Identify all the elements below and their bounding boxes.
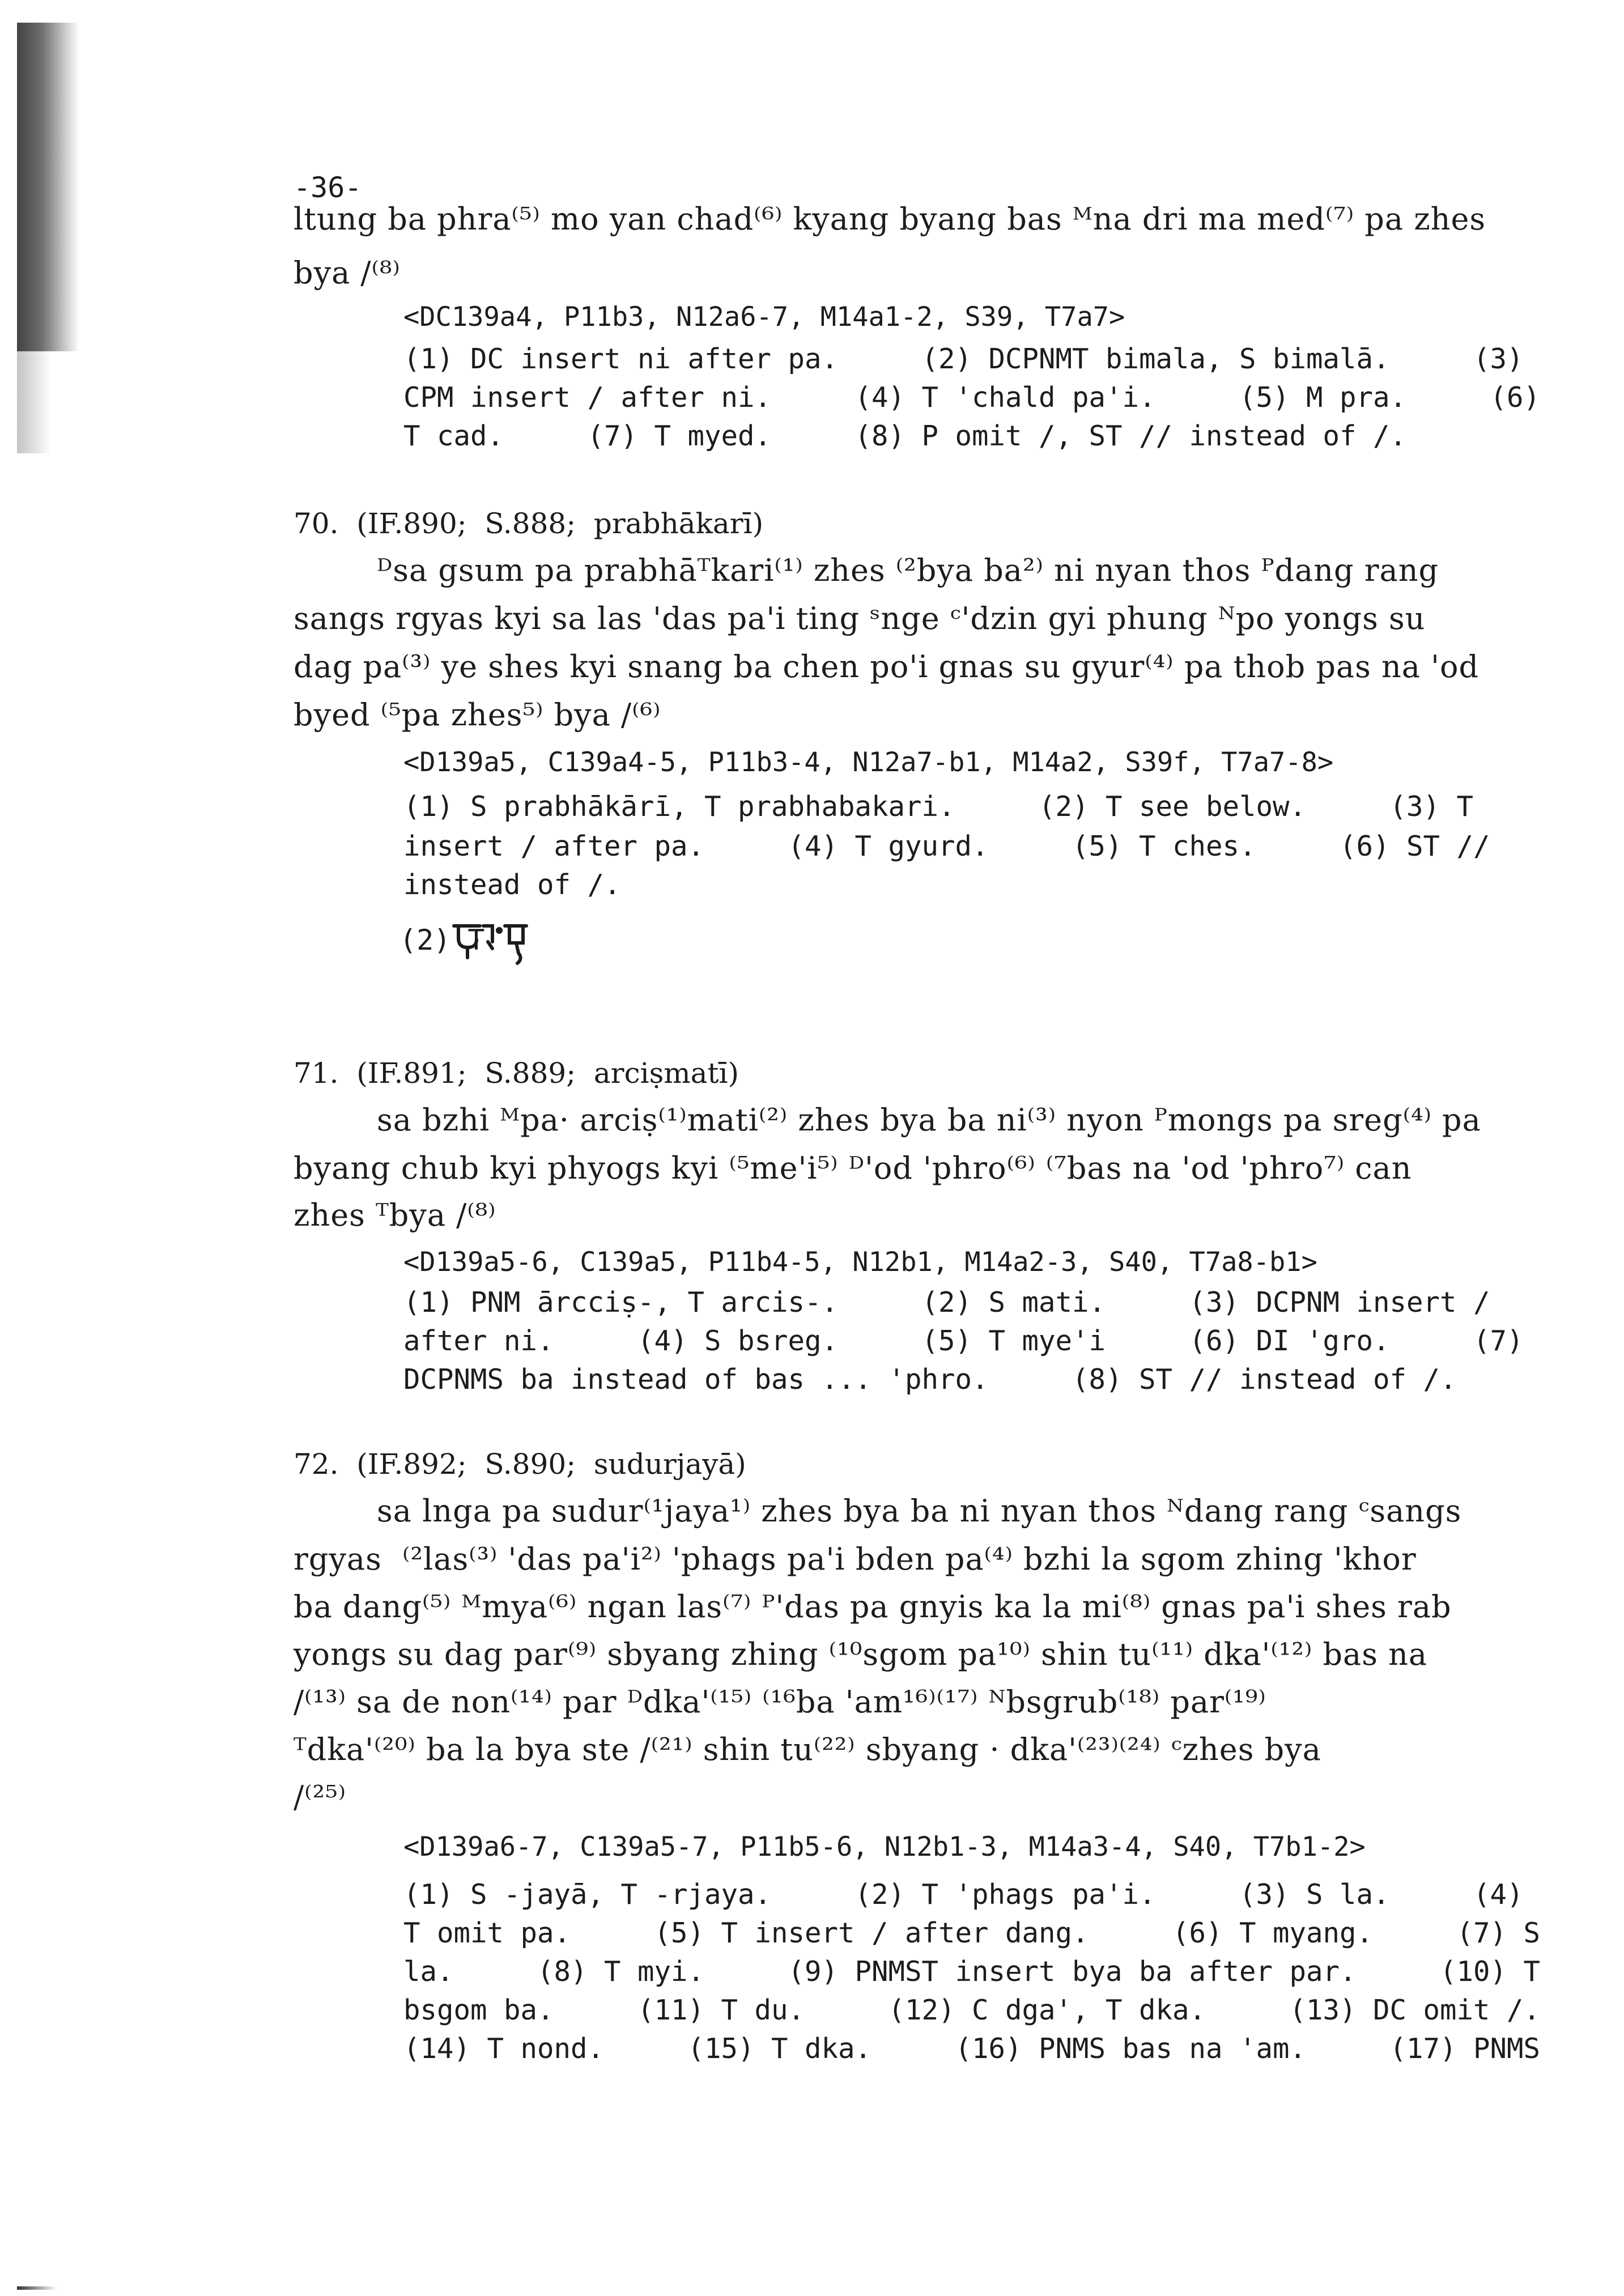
entry72-text-line: /⁽¹³⁾ sa de non⁽¹⁴⁾ par ᴰdka'⁽¹⁵⁾ ⁽¹⁶ba 'am¹⁶⁾⁽¹⁷⁾ ᴺbsgrub⁽¹⁸⁾ par⁽¹⁹⁾ — [294, 1684, 1266, 1720]
entry71-note-line: after ni. (4) S bsreg. (5) T mye'i (6) DI 'gro. (7) — [403, 1325, 1524, 1357]
entry72-text-line: /⁽²⁵⁾ — [294, 1779, 347, 1815]
entry72-note-line: la. (8) T myi. (9) PNMST insert bya ba after par. (10) T — [403, 1955, 1541, 1988]
entry72-text-line: yongs su dag par⁽⁹⁾ sbyang zhing ⁽¹⁰sgom pa¹⁰⁾ shin tu⁽¹¹⁾ dka'⁽¹²⁾ bas na — [294, 1636, 1428, 1672]
entry69-note-line: T cad. (7) T myed. (8) P omit /, ST // instead of /. — [403, 420, 1407, 452]
entry72-text-line: ba dang⁽⁵⁾ ᴹmya⁽⁶⁾ ngan las⁽⁷⁾ ᴾ'das pa gnyis ka la mi⁽⁸⁾ gnas pa'i shes rab — [294, 1589, 1452, 1625]
entry70-tibetan-note-label: (2) T — [399, 924, 485, 956]
entry70-note-line: insert / after pa. (4) T gyurd. (5) T ches. (6) ST // — [403, 830, 1490, 862]
entry72-note-line: T omit pa. (5) T insert / after dang. (6) T myang. (7) S — [403, 1917, 1541, 1949]
entry71-note-line: (1) PNM ārcciṣ-, T arcis-. (2) S mati. (3) DCPNM insert / — [403, 1286, 1490, 1319]
entry72-note-line: (14) T nond. (15) T dka. (16) PNMS bas na 'am. (17) PNMS — [403, 2033, 1541, 2065]
entry72-heading: 72. (IF.892; S.890; sudurjayā) — [294, 1448, 746, 1481]
entry72-text-line: sa lnga pa sudur⁽¹jaya¹⁾ zhes bya ba ni nyan thos ᴺdang rang ᶜsangs — [377, 1493, 1462, 1529]
entry71-text-line: sa bzhi ᴹpa· arciṣ⁽¹⁾mati⁽²⁾ zhes bya ba ni⁽³⁾ nyon ᴾmongs pa sreg⁽⁴⁾ pa — [377, 1102, 1481, 1138]
entry70-note-line: instead of /. — [403, 869, 621, 901]
entry71-note-line: DCPNMS ba instead of bas ... 'phro. (8) ST // instead of /. — [403, 1363, 1457, 1396]
entry69-references: <DC139a4, P11b3, N12a6-7, M14a1-2, S39, T7a7> — [403, 301, 1125, 333]
entry71-text-line: zhes ᵀbya /⁽⁸⁾ — [294, 1197, 496, 1233]
entry70-references: <D139a5, C139a4-5, P11b3-4, N12a7-b1, M14a2, S39f, T7a7-8> — [403, 747, 1334, 778]
entry70-text-line: byed ⁽⁵pa zhes⁵⁾ bya /⁽⁶⁾ — [294, 697, 661, 733]
entry69-note-line: (1) DC insert ni after pa. (2) DCPNMT bimala, S bimalā. (3) — [403, 343, 1524, 375]
entry72-references: <D139a6-7, C139a5-7, P11b5-6, N12b1-3, M14a3-4, S40, T7b1-2> — [403, 1831, 1366, 1863]
entry72-note-line: bsgom ba. (11) T du. (12) C dga', T dka. (13) DC omit /. — [403, 1994, 1541, 2026]
entry69-note-line: CPM insert / after ni. (4) T 'chald pa'i. (5) M pra. (6) — [403, 381, 1541, 414]
entry72-text-line: rgyas ⁽²las⁽³⁾ 'das pa'i²⁾ 'phags pa'i bden pa⁽⁴⁾ bzhi la sgom zhing 'khor — [294, 1541, 1417, 1577]
entry69-text-line: ltung ba phra⁽⁵⁾ mo yan chad⁽⁶⁾ kyang byang bas ᴹna dri ma med⁽⁷⁾ pa zhes — [294, 201, 1486, 237]
entry70-text-line: ᴰsa gsum pa prabhāᵀkari⁽¹⁾ zhes ⁽²bya ba²⁾ ni nyan thos ᴾdang rang — [377, 552, 1439, 588]
entry70-note-line: (1) S prabhākārī, T prabhabakari. (2) T see below. (3) T — [403, 790, 1474, 823]
entry71-heading: 71. (IF.891; S.889; arciṣmatī) — [294, 1057, 739, 1090]
entry70-heading: 70. (IF.890; S.888; prabhākarī) — [294, 507, 764, 540]
entry72-text-line: ᵀdka'⁽²⁰⁾ ba la bya ste /⁽²¹⁾ shin tu⁽²²⁾ sbyang · dka'⁽²³⁾⁽²⁴⁾ ᶜzhes bya — [294, 1732, 1321, 1767]
page-number: -36- — [294, 171, 362, 204]
entry71-references: <D139a5-6, C139a5, P11b4-5, N12b1, M14a2-3, S40, T7a8-b1> — [403, 1247, 1317, 1278]
entry71-text-line: byang chub kyi phyogs kyi ⁽⁵me'i⁵⁾ ᴰ'od 'phro⁽⁶⁾ ⁽⁷bas na 'od 'phro⁷⁾ can — [294, 1150, 1412, 1186]
entry70-text-line: sangs rgyas kyi sa las 'das pa'i ting ˢnge ᶜ'dzin gyi phung ᴺpo yongs su — [294, 601, 1426, 636]
entry70-text-line: dag pa⁽³⁾ ye shes kyi snang ba chen po'i gnas su gyur⁽⁴⁾ pa thob pas na 'od — [294, 649, 1480, 684]
entry69-text-line: bya /⁽⁸⁾ — [294, 255, 401, 291]
tibetan-script-glyph — [450, 913, 530, 970]
entry72-note-line: (1) S -jayā, T -rjaya. (2) T 'phags pa'i. (3) S la. (4) — [403, 1878, 1524, 1911]
